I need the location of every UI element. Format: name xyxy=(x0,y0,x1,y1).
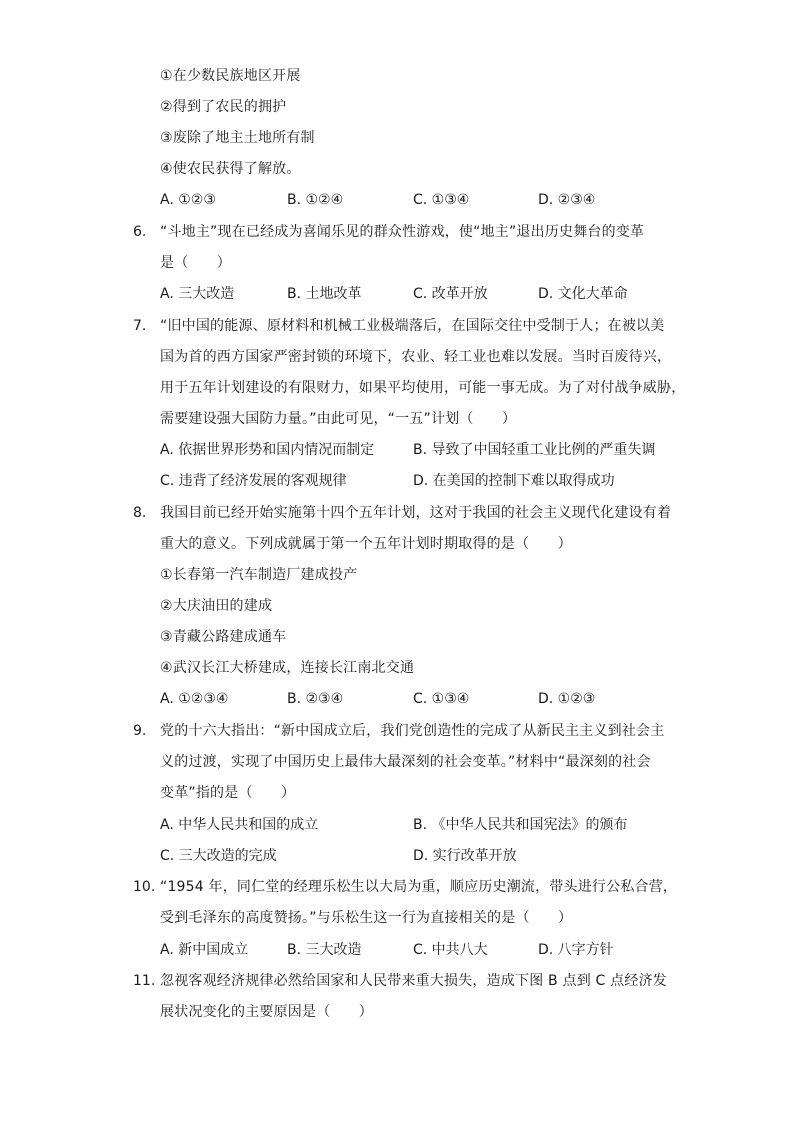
q11-stem-line-2: 展状况变化的主要原因是（ ） xyxy=(160,1004,373,1020)
q5-option-d[interactable]: D. ②③④ xyxy=(538,192,596,208)
q5-option-c[interactable]: C. ①③④ xyxy=(413,192,470,208)
q8-option-a[interactable]: A. ①②③④ xyxy=(160,691,229,707)
q7-option-a[interactable]: A. 依据世界形势和国内情况而制定 xyxy=(160,442,375,458)
q11-stem-line-1: 忽视客观经济规律必然给国家和人民带来重大损失，造成下图 B 点到 C 点经济发 xyxy=(160,973,667,989)
q7-stem-line-1: “旧中国的能源、原材料和机械工业极端落后，在国际交往中受制于人；在被以美 xyxy=(160,318,665,334)
q6-stem-line-2: 是（ ） xyxy=(160,255,231,271)
q9-option-b[interactable]: B. 《中华人民共和国宪法》的颁布 xyxy=(413,817,628,833)
q10-option-a[interactable]: A. 新中国成立 xyxy=(160,942,249,958)
q11-number: 11. xyxy=(133,973,156,989)
q10-option-d[interactable]: D. 八字方针 xyxy=(538,942,614,958)
q8-option-d[interactable]: D. ①②③ xyxy=(538,691,596,707)
q5-item-3: ③废除了地主土地所有制 xyxy=(160,130,315,146)
q6-option-b[interactable]: B. 土地改革 xyxy=(287,286,362,302)
q6-stem-line-1: “斗地主”现在已经成为喜闻乐见的群众性游戏，使“地主”退出历史舞台的变革 xyxy=(160,224,645,240)
q7-option-b[interactable]: B. 导致了中国轻重工业比例的严重失调 xyxy=(413,442,656,458)
q7-number: 7. xyxy=(133,318,147,334)
q6-option-a[interactable]: A. 三大改造 xyxy=(160,286,235,302)
q8-stem-line-1: 我国目前已经开始实施第十四个五年计划，这对于我国的社会主义现代化建设有着 xyxy=(160,505,672,521)
q8-number: 8. xyxy=(133,505,147,521)
q10-option-b[interactable]: B. 三大改造 xyxy=(287,942,362,958)
q10-option-c[interactable]: C. 中共八大 xyxy=(413,942,488,958)
q9-option-c[interactable]: C. 三大改造的完成 xyxy=(160,848,277,864)
q7-option-d[interactable]: D. 在美国的控制下难以取得成功 xyxy=(413,473,615,489)
q7-stem-line-3: 用于五年计划建设的有限财力，如果平均使用，可能一事无成。为了对付战争威胁， xyxy=(160,380,686,396)
q8-item-2: ②大庆油田的建成 xyxy=(160,598,273,614)
q10-stem-line-1: “1954 年，同仁堂的经理乐松生以大局为重，顺应历史潮流，带头进行公私合营， xyxy=(160,879,678,895)
q6-option-c[interactable]: C. 改革开放 xyxy=(413,286,488,302)
q7-stem-line-4: 需要建设强大国防力量。”由此可见，“一五”计划（ ） xyxy=(160,411,517,427)
q5-option-b[interactable]: B. ①②④ xyxy=(287,192,344,208)
q6-option-d[interactable]: D. 文化大革命 xyxy=(538,286,628,302)
q9-stem-line-1: 党的十六大指出：“新中国成立后，我们党创造性的完成了从新民主主义到社会主 xyxy=(160,723,665,739)
q7-stem-line-2: 国为首的西方国家严密封锁的环境下，农业、轻工业也难以发展。当时百废待兴， xyxy=(160,349,672,365)
q9-stem-line-3: 变革”指的是（ ） xyxy=(160,785,296,801)
q5-item-2: ②得到了农民的拥护 xyxy=(160,99,287,115)
q8-option-c[interactable]: C. ①③④ xyxy=(413,691,470,707)
q6-number: 6. xyxy=(133,224,147,240)
q10-stem-line-2: 受到毛泽东的高度赞扬。”与乐松生这一行为直接相关的是（ ） xyxy=(160,910,573,926)
q8-stem-line-2: 重大的意义。下列成就属于第一个五年计划时期取得的是（ ） xyxy=(160,536,572,552)
q8-item-4: ④武汉长江大桥建成，连接长江南北交通 xyxy=(160,660,415,676)
q8-item-1: ①长春第一汽车制造厂建成投产 xyxy=(160,567,358,583)
q5-item-4: ④使农民获得了解放。 xyxy=(160,161,301,177)
q9-option-d[interactable]: D. 实行改革开放 xyxy=(413,848,517,864)
q9-stem-line-2: 义的过渡，实现了中国历史上最伟大最深刻的社会变革。”材料中“最深刻的社会 xyxy=(160,754,651,770)
q5-item-1: ①在少数民族地区开展 xyxy=(160,68,301,84)
q9-option-a[interactable]: A. 中华人民共和国的成立 xyxy=(160,817,319,833)
q9-number: 9. xyxy=(133,723,147,739)
q8-option-b[interactable]: B. ②③④ xyxy=(287,691,344,707)
q7-option-c[interactable]: C. 违背了经济发展的客观规律 xyxy=(160,473,347,489)
q10-number: 10. xyxy=(133,879,156,895)
q5-option-a[interactable]: A. ①②③ xyxy=(160,192,216,208)
q8-item-3: ③青藏公路建成通车 xyxy=(160,629,287,645)
